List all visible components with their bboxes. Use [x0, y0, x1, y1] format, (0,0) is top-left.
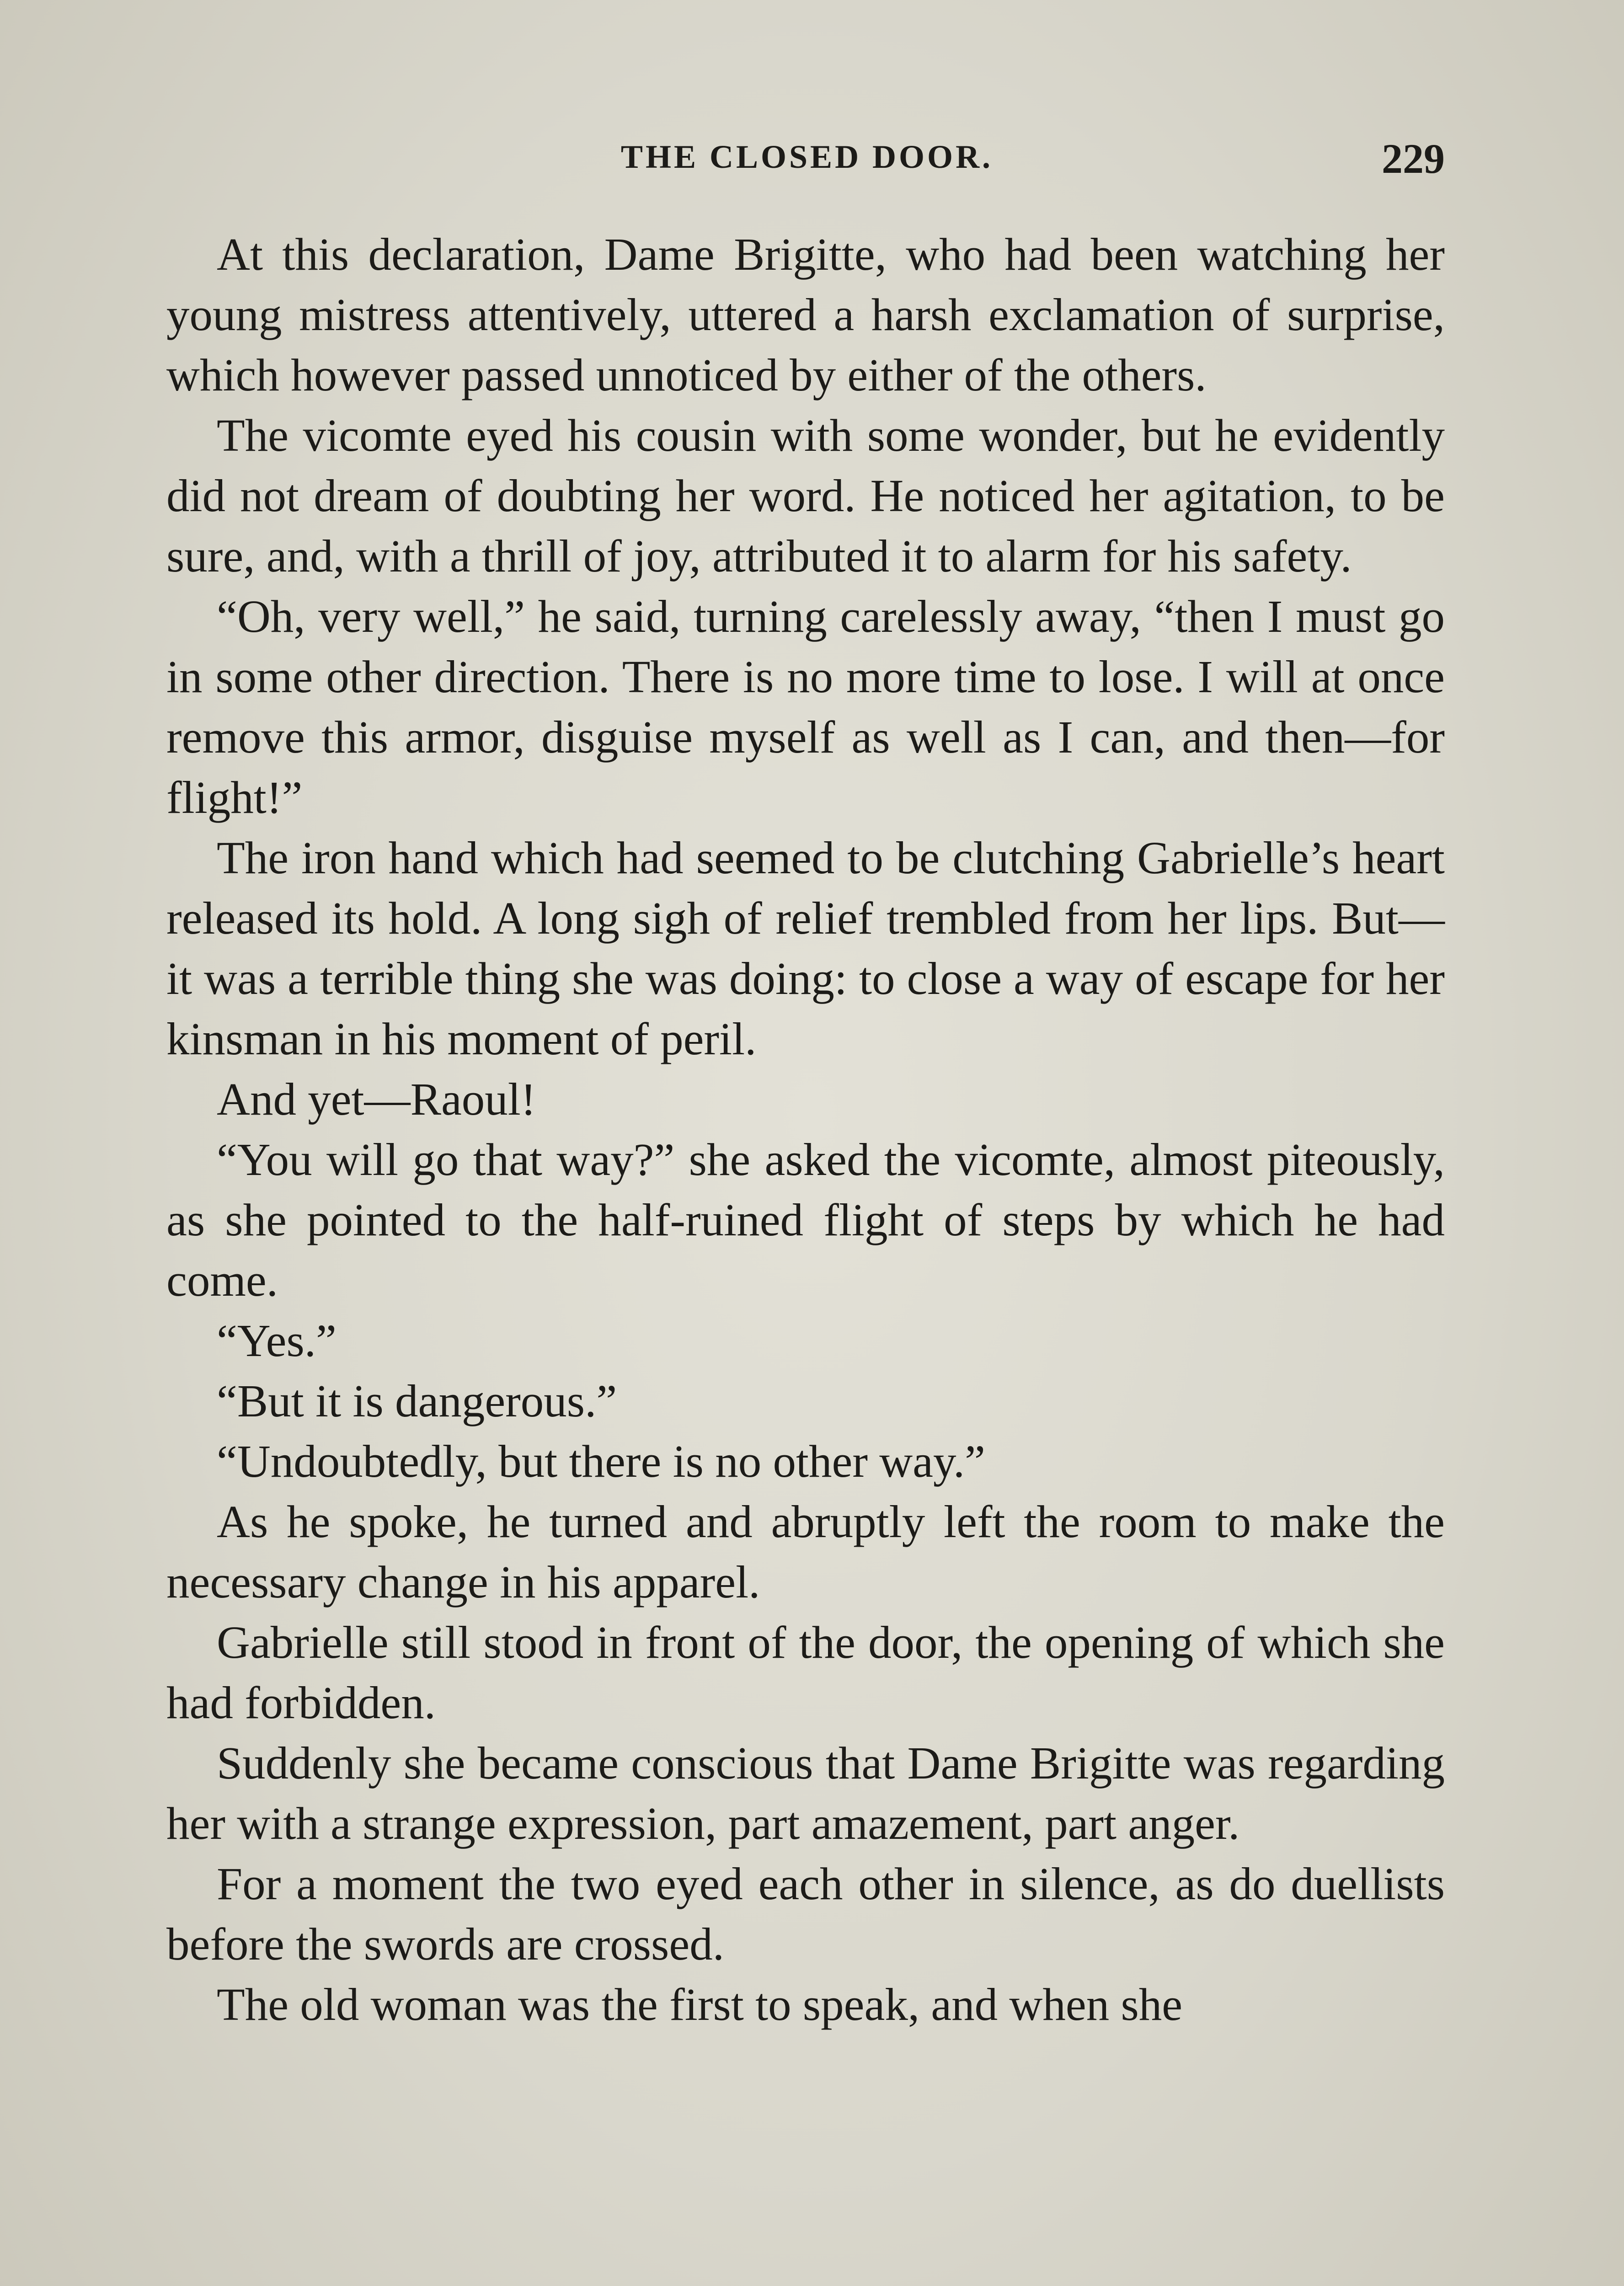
paragraph: “You will go that way?” she asked the vicomte, almost piteously, as she pointed to the half-ruined flight of steps by which he had come. — [166, 1134, 1445, 1306]
paragraph: As he spoke, he turned and abruptly left the room to make the necessary change in his apparel. — [166, 1496, 1445, 1608]
paragraph: Suddenly she became conscious that Dame Brigitte was regarding her with a strange expression, part amazement, part anger. — [166, 1737, 1445, 1849]
paragraph: “But it is dangerous.” — [217, 1375, 617, 1426]
paragraph: The vicomte eyed his cousin with some wonder, but he evidently did not dream of doubting her word. He noticed her agitation, to be sure, and, with a thrill of joy, attributed it to alarm for his safety. — [166, 410, 1445, 582]
paragraph: “Oh, very well,” he said, turning carelessly away, “then I must go in some other direction. There is no more time to lose. I will at once remove this armor, disguise myself as well as I can, and then—for flight!” — [166, 591, 1445, 823]
paragraph: Gabrielle still stood in front of the door, the opening of which she had forbidden. — [166, 1617, 1445, 1728]
paragraph: At this declaration, Dame Brigitte, who had been watching her young mistress attentively, uttered a harsh exclamation of surprise, which however passed unnoticed by either of the others. — [166, 229, 1445, 401]
page-number: 229 — [1382, 135, 1445, 182]
paragraph: “Yes.” — [217, 1315, 337, 1366]
paragraph: The old woman was the first to speak, and when she — [217, 1979, 1183, 2030]
paragraph: For a moment the two eyed each other in silence, as do duellists before the swords are crossed. — [166, 1858, 1445, 1970]
paragraph: “Undoubtedly, but there is no other way.” — [217, 1436, 985, 1487]
running-head — [169, 132, 1445, 191]
paragraph: And yet—Raoul! — [217, 1074, 536, 1125]
paragraph: The iron hand which had seemed to be clutching Gabrielle’s heart released its hold. A long sigh of relief trembled from her lips. But—it was a terrible thing she was doing: to close a way of escape for her kinsman in his moment of peril. — [166, 832, 1445, 1064]
running-title: THE CLOSED DOOR. — [620, 139, 994, 175]
text-body — [166, 224, 1445, 2035]
